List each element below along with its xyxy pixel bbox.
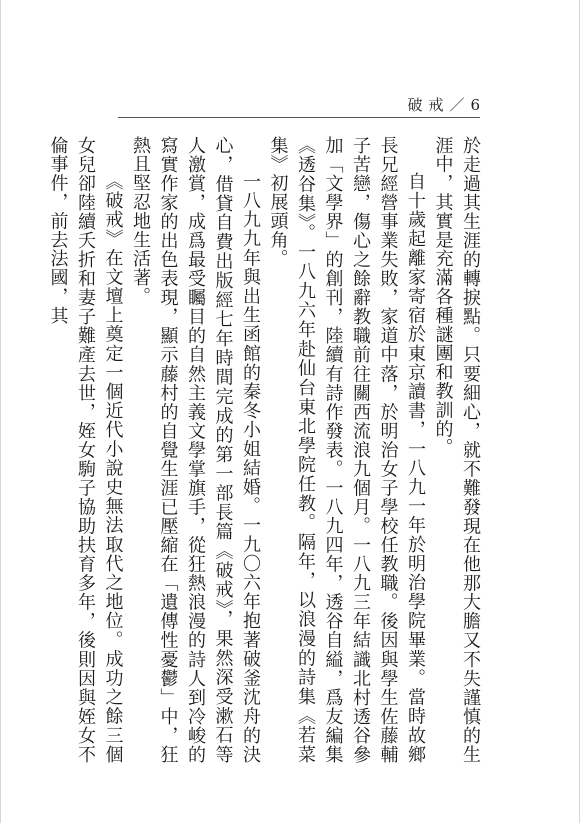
page-left-border <box>0 0 1 823</box>
vertical-text-body <box>47 136 484 764</box>
paragraph-early-life: 自十歲起離家寄宿於東京讀書，一八九一年於明治學院畢業。當時故鄉長兄經營事業失敗，家道中落，於明治女子學校任教職。後因與學生佐藤輔子苦戀，傷心之餘辭教職前往關西流浪九個月。一八九三年結識北村透谷參加「文學界」的創刊，陸續有詩作發表。一八九四年，透谷自縊，爲友編集《透谷集》。一八九六年赴仙台東北學院任教。隔年，以浪漫的詩集《若菜集》初展頭角。 <box>267 136 426 764</box>
paragraph-continuation: 於走過其生涯的轉捩點。只要細心，就不難發現在他那大膽又不失謹慎的生涯中，其實是充滿各種謎團和教訓的。 <box>432 136 481 764</box>
paragraph-hakai-legacy: 《破戒》在文壇上奠定一個近代小說史無法取代之地位。成功之餘三個女兒卻陸續夭折和妻子難產去世，姪女駒子協助扶育多年，後則因與姪女不倫事件，前去法國，其 <box>47 136 124 764</box>
paragraph-marriage-hakai: 一八九九年與出生函館的秦冬小姐結婚。一九〇六年抱著破釜沈舟的決心，借貸自費出版經七年時間完成的第一部長篇《破戒》，果然深受漱石等人激賞，成爲最受矚目的自然主義文學掌旗手，從狂熱浪漫的詩人到冷峻的寫實作家的出色表現，顯示藤村的自覺生涯已壓縮在「遺傳性憂鬱」中，狂熱且堅忍地生活著。 <box>130 136 261 764</box>
header-rule <box>118 117 480 118</box>
running-head: 破戒／6 <box>407 96 486 114</box>
